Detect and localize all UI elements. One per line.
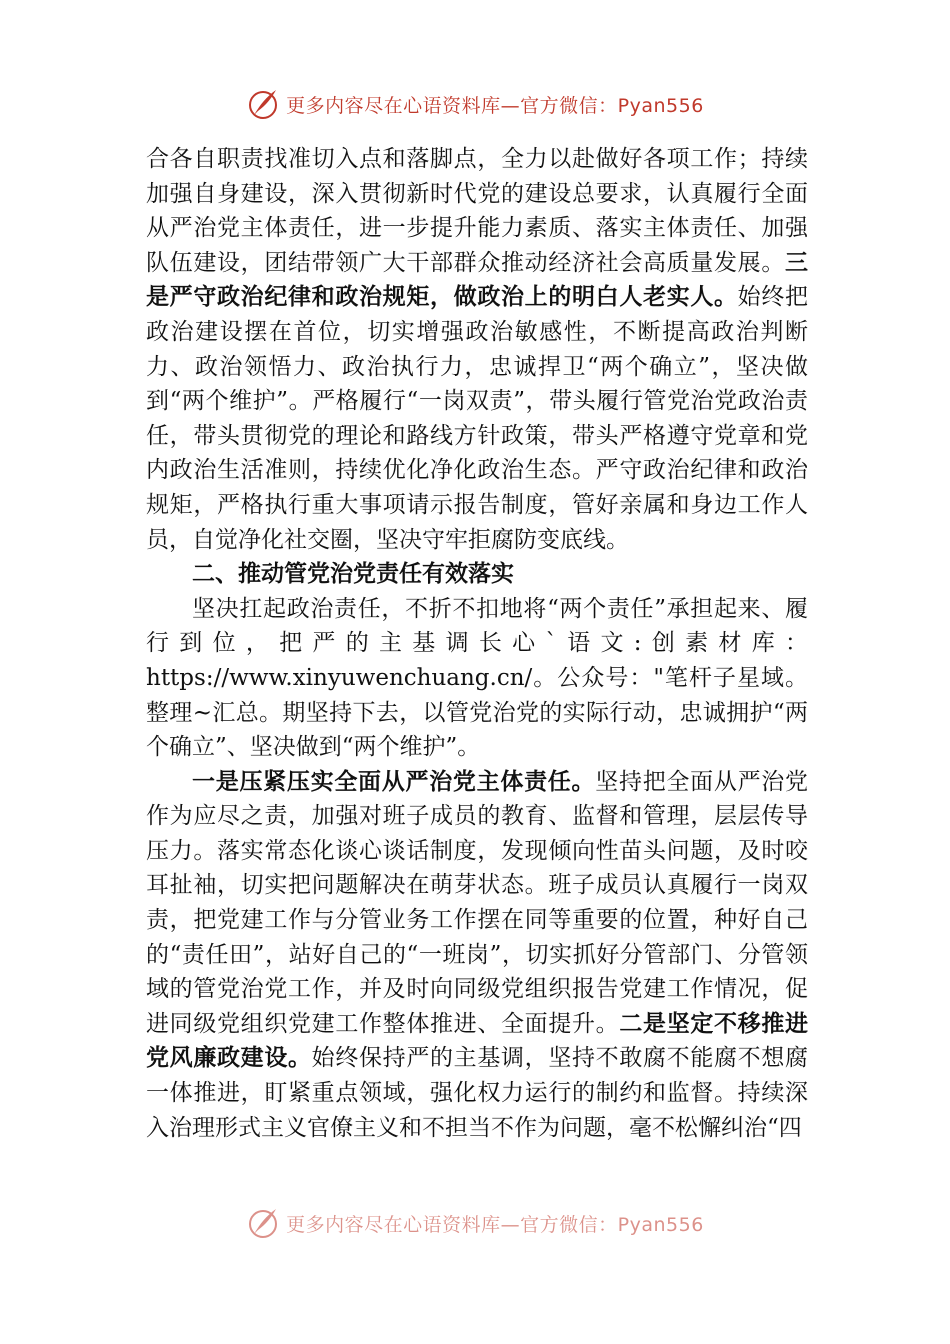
watermark-text: 更多内容尽在心语资料库—官方微信：Pyan556	[286, 94, 704, 117]
document-body	[146, 142, 808, 1145]
header-watermark	[0, 84, 950, 124]
feather-logo-icon	[246, 1206, 280, 1240]
bold-run: 三是严守政治纪律和政治规矩，做政治上的明白人老实人。	[146, 248, 808, 311]
section-heading	[146, 557, 808, 592]
feather-logo-icon	[246, 87, 280, 121]
text-run: 坚决扛起政治责任，不折不扣地将“两个责任”承担起来、履行到位，把严的主基调长心`语文:创素材库：https://www.xinyuwenchuang.cn/。公众号："笔杆子星域。整理~汇总。期坚持下去，以管党治党的实际行动，忠诚拥护“两个确立”、坚决做到“两个维护”。	[146, 595, 808, 761]
watermark-text: 更多内容尽在心语资料库—官方微信：Pyan556	[286, 1213, 704, 1236]
text-run: 始终把政治建设摆在首位，切实增强政治敏感性，不断提高政治判断力、政治领悟力、政治执行力，忠诚捍卫“两个确立”，坚决做到“两个维护”。严格履行“一岗双责”，带头履行管党治党政治责任，带头贯彻党的理论和路线方针政策，带头严格遵守党章和党内政治生活准则，持续优化净化政治生态。严守政治纪律和政治规矩，严格执行重大事项请示报告制度，管好亲属和身边工作人员，自觉净化社交圈，坚决守牢拒腐防变底线。	[146, 284, 809, 553]
text-run: 合各自职责找准切入点和落脚点，全力以赴做好各项工作；持续加强自身建设，深入贯彻新时代党的建设总要求，认真履行全面从严治党主体责任，进一步提升能力素质、落实主体责任、加强队伍建设，团结带领广大干部群众推动经济社会高质量发展。	[146, 146, 808, 276]
paragraph	[146, 592, 808, 765]
paragraph	[146, 142, 808, 557]
paragraph	[146, 765, 808, 1146]
bold-run: 一是压紧压实全面从严治党主体责任。	[192, 767, 596, 795]
text-run: 坚持把全面从严治党作为应尽之责，加强对班子成员的教育、监督和管理，层层传导压力。落实常态化谈心谈话制度，发现倾向性苗头问题，及时咬耳扯袖，切实把问题解决在萌芽状态。班子成员认真履行一岗双责，把党建工作与分管业务工作摆在同等重要的位置，种好自己的“责任田”，站好自己的“一班岗”，切实抓好分管部门、分管领域的管党治党工作，并及时向同级党组织报告党建工作情况，促进同级党组织党建工作整体推进、全面提升。	[146, 768, 809, 1037]
text-run: 始终保持严的主基调，坚持不敢腐不能腐不想腐一体推进，盯紧重点领域，强化权力运行的制约和监督。持续深入治理形式主义官僚主义和不担当不作为问题，毫不松懈纠治“四	[146, 1045, 809, 1141]
footer-watermark	[0, 1203, 950, 1243]
bold-run: 二是坚定不移推进党风廉政建设。	[146, 1009, 809, 1072]
bold-run: 二、推动管党治党责任有效落实	[192, 560, 514, 588]
